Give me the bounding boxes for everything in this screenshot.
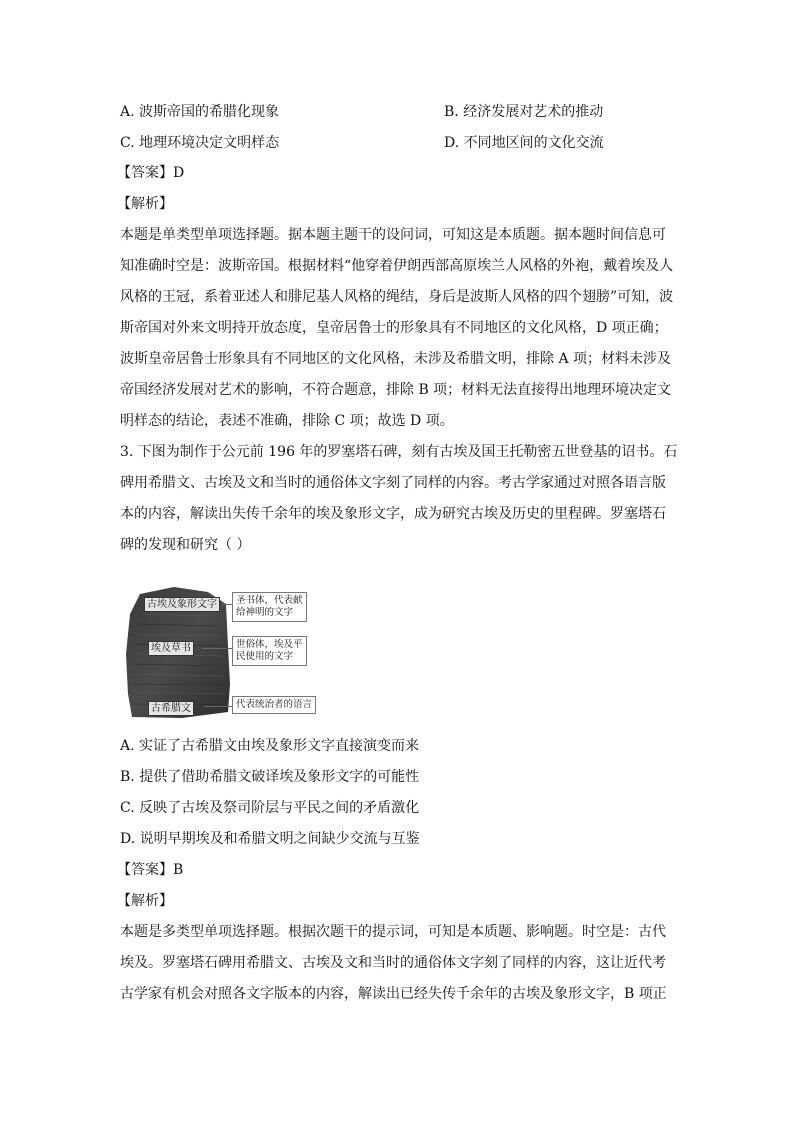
q3-option-c: C. 反映了古埃及祭司阶层与平民之间的矛盾激化 [120,800,420,816]
q3-option-a: A. 实证了古希腊文由埃及象形文字直接演变而来 [120,738,420,754]
q3-stem-line: 碑用希腊文、古埃及文和当时的通俗体文字刻了同样的内容。考古学家通过对照各语言版 [120,475,666,491]
q2-analysis-line: 帝国经济发展对艺术的影响，不符合题意，排除 B 项；材料无法直接得出地理环境决定文 [120,382,672,398]
stone-label-hieroglyphic: 古埃及象形文字 [144,597,220,612]
callout-connector [222,604,232,605]
q2-option-b: B. 经济发展对艺术的推动 [444,104,604,120]
stone-label-demotic: 埃及草书 [148,641,194,656]
q3-analysis-line: 埃及。罗塞塔石碑用希腊文、古埃及文和当时的通俗体文字刻了同样的内容，这让近代考 [120,955,666,971]
rosetta-stone-figure [122,584,320,720]
q2-analysis-line: 本题是单类型单项选择题。据本题主题干的设问词，可知这是本质题。据本题时间信息可 [120,227,666,243]
q3-analysis-line: 本题是多类型单项选择题。根据次题干的提示词，可知是本质题、影响题。时空是：古代 [120,924,666,940]
callout-hieroglyphic: 圣书体，代表献 给神明的文字 [232,592,307,622]
q3-stem-line: 3. 下图为制作于公元前 196 年的罗塞塔石碑，刻有古埃及国王托勒密五世登基的诏书。石 [120,444,678,460]
callout-demotic: 世俗体，埃及平 民使用的文字 [232,636,307,666]
q2-analysis-line: 波斯皇帝居鲁士形象具有不同地区的文化风格，未涉及希腊文明，排除 A 项；材料未涉及 [120,351,672,367]
q3-analysis-heading: 【解析】 [117,893,173,909]
q2-option-a: A. 波斯帝国的希腊化现象 [120,104,280,120]
callout-greek: 代表统治者的语言 [232,696,316,714]
q2-analysis-line: 知准确时空是：波斯帝国。根据材料“他穿着伊朗西部高原埃兰人风格的外袍，戴着埃及人 [120,258,674,274]
q2-answer: 【答案】D [117,165,185,181]
q3-stem-line: 本的内容，解读出失传千余年的埃及象形文字，成为研究古埃及历史的里程碑。罗塞塔石 [120,506,666,522]
q2-analysis-line: 明样态的结论，表述不准确，排除 C 项；故选 D 项。 [120,413,454,429]
callout-connector [204,706,232,707]
q2-option-d: D. 不同地区间的文化交流 [444,135,604,151]
q2-analysis-heading: 【解析】 [117,196,173,212]
q3-stem-line: 碑的发现和研究（ ） [120,537,251,553]
stone-label-greek: 古希腊文 [148,701,194,716]
q2-option-c: C. 地理环境决定文明样态 [120,135,280,151]
q3-answer: 【答案】B [117,862,184,878]
q3-option-b: B. 提供了借助希腊文破译埃及象形文字的可能性 [120,769,420,785]
q3-option-d: D. 说明早期埃及和希腊文明之间缺少交流与互鉴 [120,831,420,847]
q2-analysis-line: 斯帝国对外来文明持开放态度，皇帝居鲁士的形象具有不同地区的文化风格，D 项正确； [120,320,668,336]
q3-analysis-line: 古学家有机会对照各文字版本的内容，解读出已经失传千余年的古埃及象形文字，B 项正 [120,986,667,1002]
q2-analysis-line: 风格的王冠，系着亚述人和腓尼基人风格的绳结，身后是波斯人风格的四个翅膀”可知，波 [120,289,674,305]
callout-connector [202,648,232,649]
